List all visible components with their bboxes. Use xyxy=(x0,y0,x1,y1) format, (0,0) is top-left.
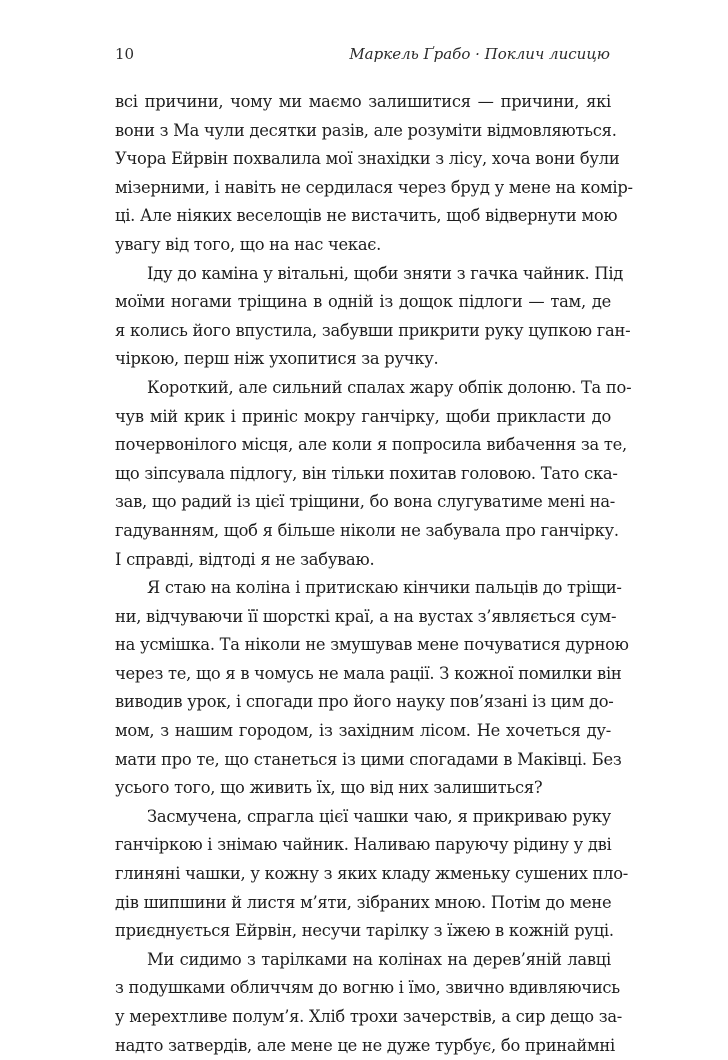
text-line: на усмішка. Та ніколи не змушував мене почуватися дурною xyxy=(115,635,629,655)
text-line: через те, що я в чомусь не мала рації. З кожної помилки він xyxy=(115,663,622,683)
paragraph xyxy=(115,574,629,803)
text-line: чіркою, перш ніж ухопитися за ручку. xyxy=(115,349,439,369)
text-line: ни, відчуваючи її шорсткі краї, а на вустах з’являється сум- xyxy=(115,606,617,626)
text-line: дів шипшини й листя м’яти, зібраних мною. Потім до мене xyxy=(115,892,612,912)
page-number: 10 xyxy=(115,45,135,63)
text-line: гадуванням, щоб я більше ніколи не забувала про ганчірку. xyxy=(115,520,619,540)
text-line: глиняні чашки, у кожну з яких кладу жменьку сушених пло- xyxy=(115,864,629,884)
text-line: мати про те, що станеться із цими спогадами в Маківці. Без xyxy=(115,749,622,769)
text-line: Ми сидимо з тарілками на колінах на дерев’яній лавці xyxy=(147,949,611,969)
text-line: І справді, відтоді я не забуваю. xyxy=(115,549,375,569)
text-line: виводив урок, і спогади про його науку пов’язані із цим до- xyxy=(115,692,614,712)
text-line: що зіпсувала підлогу, він тільки похитав головою. Тато ска- xyxy=(115,463,618,483)
paragraph xyxy=(115,88,633,260)
text-line: мізерними, і навіть не сердилася через бруд у мене на комір- xyxy=(115,177,633,197)
text-line: ганчіркою і знімаю чайник. Наливаю паруючу рідину у дві xyxy=(115,835,612,855)
text-line: ці. Але ніяких веселощів не вистачить, щоб відвернути мою xyxy=(115,206,618,226)
text-line: приєднується Ейрвін, несучи тарілку з їжею в кожній руці. xyxy=(115,921,614,941)
text-line: усього того, що живить їх, що від них залишиться? xyxy=(115,778,543,798)
text-line: у мерехтливе полум’я. Хліб трохи зачерствів, а сир дещо за- xyxy=(115,1007,623,1026)
paragraph xyxy=(115,803,629,946)
text-line: Я стаю на коліна і притискаю кінчики пальців до тріщи- xyxy=(147,578,622,598)
text-line: надто затвердів, але мене це не дуже турбує, бо принаймні xyxy=(115,1035,615,1055)
body-text xyxy=(115,88,633,1060)
text-line: зав, що радий із цієї тріщини, бо вона слугуватиме мені на- xyxy=(115,492,616,512)
text-line: Учора Ейрвін похвалила мої знахідки з лісу, хоча вони були xyxy=(115,149,620,169)
paragraph xyxy=(115,946,623,1060)
book-title-header: Маркель Ґрабо · Поклич лисицю xyxy=(349,45,610,63)
text-line: з подушками обличчям до вогню і їмо, звично вдивляючись xyxy=(115,978,620,998)
text-line: всі причини, чому ми маємо залишитися — причини, які xyxy=(115,92,611,111)
text-line: Короткий, але сильний спалах жару обпік долоню. Та по- xyxy=(147,377,632,397)
text-line: я колись його впустила, забувши прикрити руку цупкою ган- xyxy=(115,320,631,340)
text-line: мом, з нашим городом, із західним лісом. Не хочеться ду- xyxy=(115,721,611,741)
running-header xyxy=(0,45,728,69)
paragraph xyxy=(115,374,632,574)
text-line: увагу від того, що на нас чекає. xyxy=(115,234,382,254)
text-line: моїми ногами тріщина в одній із дощок підлоги — там, де xyxy=(115,292,611,312)
text-line: Засмучена, спрагла цієї чашки чаю, я прикриваю руку xyxy=(147,806,611,826)
text-line: чув мій крик і приніс мокру ганчірку, щоби прикласти до xyxy=(115,406,611,426)
paragraph xyxy=(115,260,631,374)
text-line: Іду до каміна у вітальні, щоби зняти з гачка чайник. Під xyxy=(147,263,624,283)
text-line: вони з Ма чули десятки разів, але розуміти відмовляються. xyxy=(115,120,617,140)
text-line: почервонілого місця, але коли я попросила вибачення за те, xyxy=(115,435,627,455)
